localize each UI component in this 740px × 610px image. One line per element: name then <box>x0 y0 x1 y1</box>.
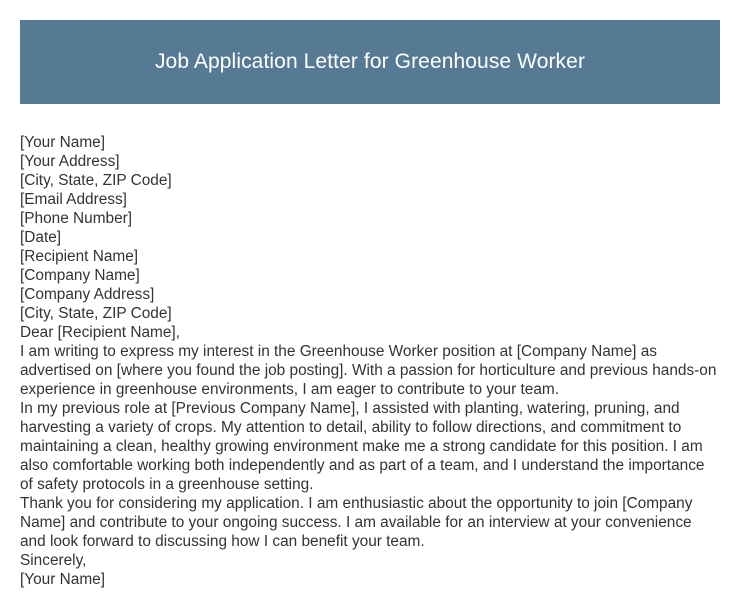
sender-phone: [Phone Number] <box>20 210 133 227</box>
title-banner <box>20 20 720 104</box>
sender-address: [Your Address] <box>20 153 120 170</box>
sender-city-state-zip: [City, State, ZIP Code] <box>20 172 172 189</box>
page-title: Job Application Letter for Greenhouse Worker <box>154 50 586 73</box>
letter-date: [Date] <box>20 229 62 246</box>
sender-name: [Your Name] <box>20 134 105 151</box>
sender-email: [Email Address] <box>20 191 127 208</box>
body-paragraph-intro: I am writing to express my interest in the Greenhouse Worker position at [Company Name] as advertised on [where you found the job posting]. With a passion for horticulture and previous hands-on experience in greenhouse environments, I am eager to contribute to your team. <box>20 343 717 398</box>
salutation: Dear [Recipient Name], <box>20 324 180 341</box>
recipient-name: [Recipient Name] <box>20 248 139 265</box>
body-paragraph-closing: Thank you for considering my application. I am enthusiastic about the opportunity to join [Company Name] and contribute to your ongoing success. I am available for an interview at your convenience and look forward to discussing how I can benefit your team. <box>20 495 693 550</box>
recipient-city-state-zip: [City, State, ZIP Code] <box>20 305 172 322</box>
recipient-company: [Company Name] <box>20 267 140 284</box>
signature-name: [Your Name] <box>20 571 105 588</box>
letter-body <box>20 133 720 589</box>
closing: Sincerely, <box>20 552 87 569</box>
recipient-company-address: [Company Address] <box>20 286 155 303</box>
body-paragraph-experience: In my previous role at [Previous Company Name], I assisted with planting, watering, pruning, and harvesting a variety of crops. My attention to detail, ability to follow directions, and commitment to maintaining a clean, healthy growing environment make me a strong candidate for this position. I am also comfortable working both independently and as part of a team, and I understand the importance of safety protocols in a greenhouse setting. <box>20 400 705 493</box>
